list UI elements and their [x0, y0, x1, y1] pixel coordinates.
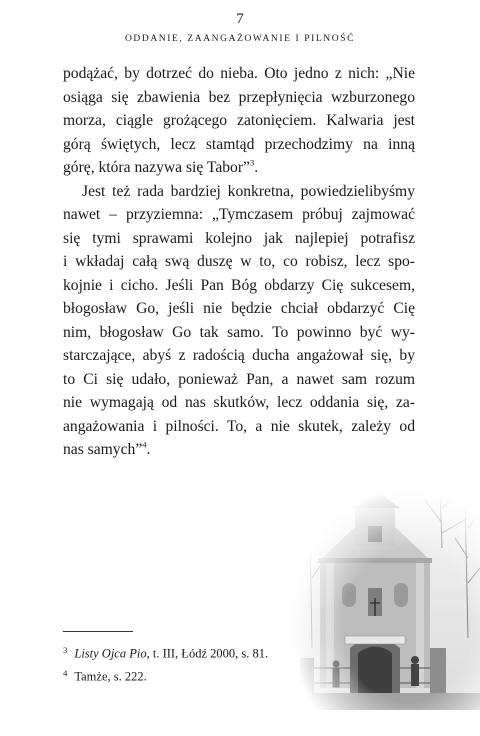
church-photo — [290, 488, 480, 710]
footnote-ref[interactable]: 4 — [142, 439, 147, 450]
text-line-content: nas samych” — [63, 441, 143, 458]
text-line: nim, błogosław Go tak samo. To powinno być wy- — [63, 323, 415, 341]
text-line: starczające, abyś z radością ducha angażował się, by — [63, 347, 415, 364]
text-line: się tymi sprawami kolejno jak najlepiej potrafisz — [63, 229, 415, 247]
footnote-title: Listy Ojca Pio — [74, 646, 147, 661]
punctuation: . — [146, 441, 151, 458]
footnote-number: 3 — [63, 645, 68, 655]
text-line: angażowania i pilności. To, a nie skutek, zależy od — [63, 417, 415, 435]
footnote-number: 4 — [63, 668, 68, 679]
text-line: i wkładaj całą swą duszę w to, co robisz, lecz spo- — [63, 253, 415, 270]
text-line: Jest też rada bardziej konkretna, powiedzielibyśmy — [82, 182, 415, 200]
footnote-4 — [63, 663, 303, 686]
text-line: kojnie i cicho. Jeśli Pan Bóg obdarzy Cię sukcesem, — [63, 276, 415, 294]
running-title: ODDANIE, ZAANGAŻOWANIE I PILNOŚĆ — [124, 34, 356, 44]
footnote-3 — [63, 640, 303, 663]
text-line: podążać, by dotrzeć do nieba. Oto jedno z nich: „Nie — [63, 65, 415, 82]
footnote-divider — [63, 631, 133, 632]
text-line: górą świętych, lecz stamtąd przechodzimy na inną — [63, 135, 415, 153]
footnote-ref[interactable]: 3 — [249, 157, 255, 168]
text-line: nie wymagają od nas skutków, lecz oddania się, za- — [63, 394, 415, 411]
text-line — [63, 438, 415, 462]
text-line: błogosław Go, jeśli nie będzie chciał obdarzyć Cię — [63, 300, 415, 317]
footnote-text: , t. III, Łódź 2000, s. 81. — [146, 646, 269, 661]
footnotes — [63, 640, 303, 687]
text-line: morza, ciągle grożącego zatonięciem. Kalwaria jest — [63, 112, 415, 129]
footnote-text: Tamże, s. 222. — [74, 669, 147, 684]
text-line: osiąga się zbawienia bez przepłynięcia wzburzonego — [63, 88, 415, 106]
punctuation: . — [254, 159, 259, 176]
text-line-content: górę, która nazywa się Tabor” — [63, 159, 250, 176]
body-text — [63, 62, 415, 462]
text-line — [63, 156, 415, 180]
text-line: nawet – przyziemna: „Tymczasem próbuj zajmować — [63, 206, 415, 223]
text-line: to Ci się udało, ponieważ Pan, a nawet sam rozum — [63, 370, 415, 388]
page-number: 7 — [236, 11, 244, 27]
